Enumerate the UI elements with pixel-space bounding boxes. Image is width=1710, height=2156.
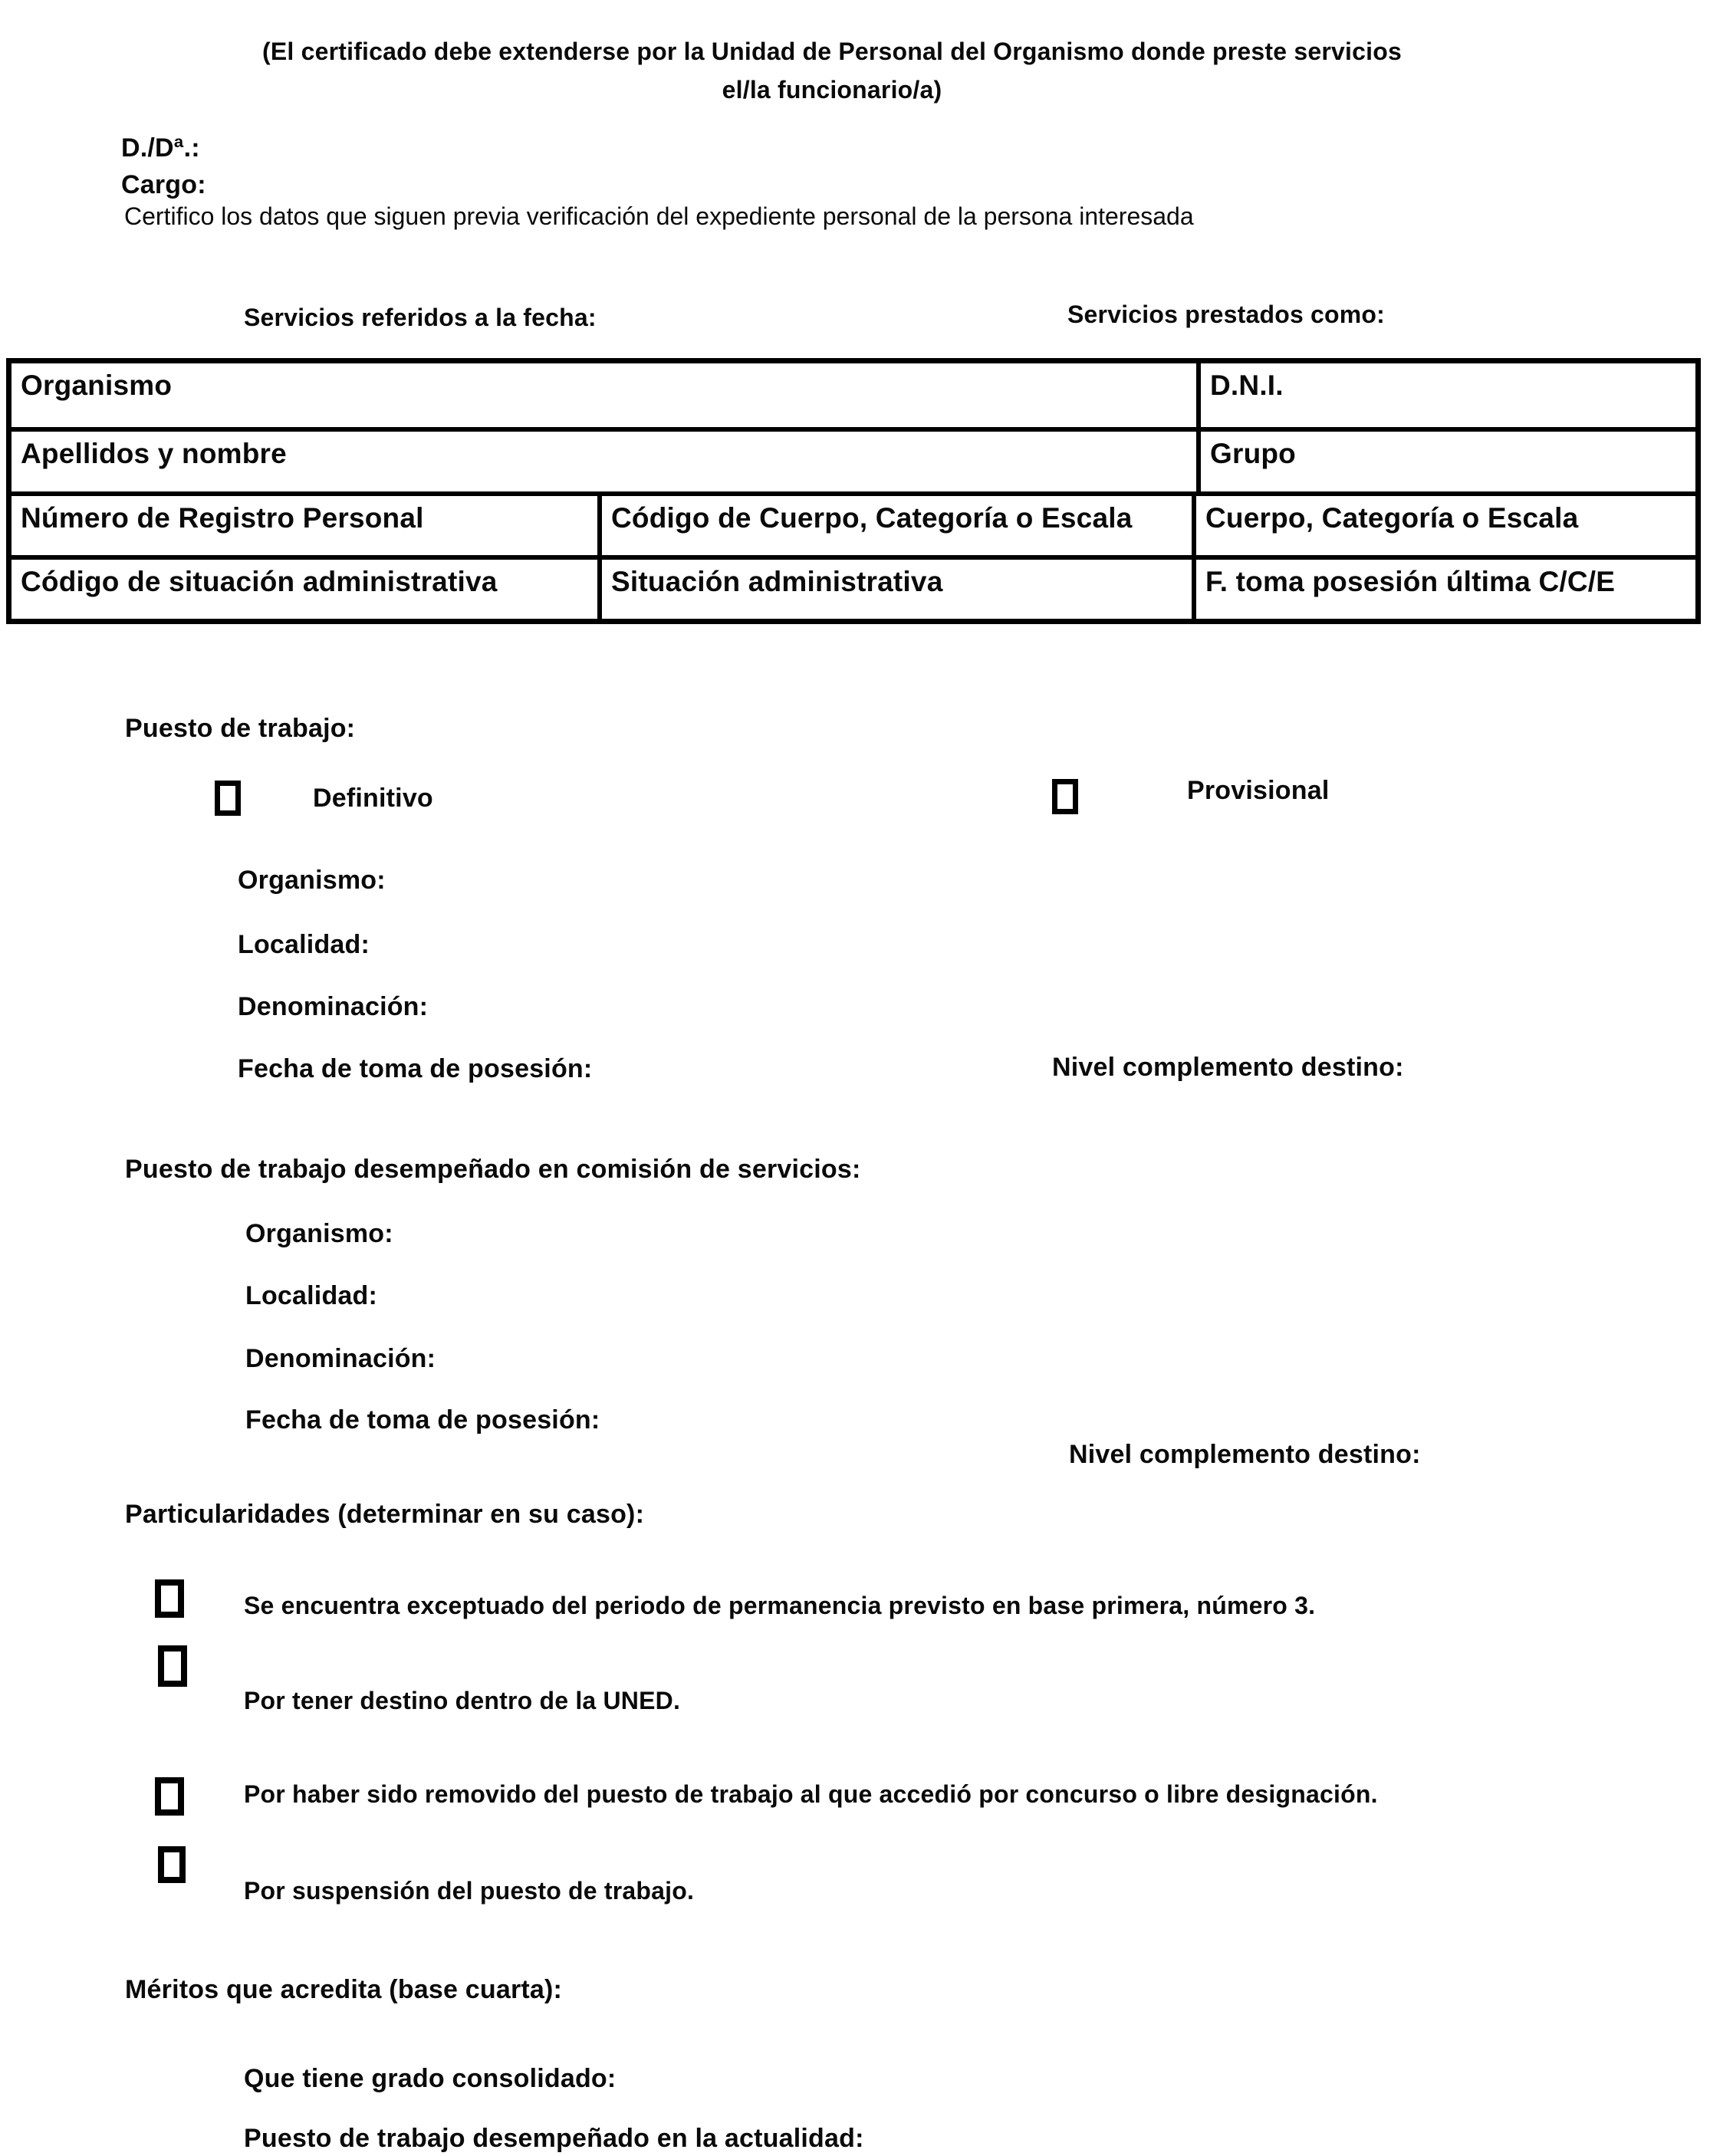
form-header-line1: (El certificado debe extenderse por la Unidad de Personal del Organismo donde preste servicios	[262, 38, 1402, 65]
organismo-cell-label: Organismo	[21, 370, 173, 401]
certify-statement: Certifico los datos que siguen previa verificación del expediente personal de la persona interesada	[124, 202, 1194, 230]
table-row	[12, 427, 1695, 491]
puesto-trabajo-heading: Puesto de trabajo:	[125, 714, 356, 743]
table-row	[12, 363, 1695, 427]
particularidad-item-3: Por haber sido removido del puesto de trabajo al que accedió por concurso o libre designación.	[244, 1780, 1378, 1808]
grado-consolidado-label: Que tiene grado consolidado:	[244, 2064, 617, 2093]
puesto-actualidad-label: Puesto de trabajo desempeñado en la actualidad:	[244, 2124, 864, 2153]
particularidad-checkbox-1[interactable]	[155, 1579, 184, 1618]
comision-organismo-label: Organismo:	[245, 1219, 393, 1248]
dni-cell-label: D.N.I.	[1210, 370, 1284, 401]
definitivo-label: Definitivo	[313, 784, 433, 813]
cuerpo-categoria-cell	[1192, 496, 1695, 555]
particularidad-checkbox-3[interactable]	[155, 1777, 184, 1816]
meritos-heading: Méritos que acredita (base cuarta):	[125, 1975, 563, 2004]
form-header-note	[23, 32, 1641, 109]
comision-heading: Puesto de trabajo desempeñado en comisión de servicios:	[125, 1155, 861, 1184]
comision-nivel-label: Nivel complemento destino:	[1069, 1440, 1421, 1469]
registro-personal-cell	[12, 496, 597, 555]
grupo-cell	[1196, 432, 1695, 491]
provisional-label: Provisional	[1187, 776, 1330, 805]
particularidad-item-2: Por tener destino dentro de la UNED.	[244, 1687, 681, 1714]
particularidades-heading: Particularidades (determinar en su caso):	[125, 1500, 645, 1529]
grupo-cell-label: Grupo	[1210, 438, 1296, 469]
particularidad-item-1: Se encuentra exceptuado del periodo de permanencia previsto en base primera, número 3.	[244, 1592, 1316, 1619]
f-toma-posesion-cell-label: F. toma posesión última C/C/E	[1205, 566, 1616, 597]
servicios-fecha-heading: Servicios referidos a la fecha:	[244, 304, 597, 331]
definitivo-checkbox[interactable]	[215, 781, 241, 816]
cargo-label: Cargo:	[121, 170, 206, 199]
particularidad-checkbox-4[interactable]	[158, 1846, 186, 1883]
form-header-line2: el/la funcionario/a)	[722, 76, 942, 104]
codigo-situacion-cell-label: Código de situación administrativa	[21, 566, 498, 597]
particularidad-checkbox-2[interactable]	[158, 1645, 187, 1687]
codigo-cuerpo-cell-label: Código de Cuerpo, Categoría o Escala	[611, 502, 1133, 534]
comision-localidad-label: Localidad:	[245, 1281, 378, 1310]
dni-cell	[1196, 363, 1695, 427]
organismo-cell	[12, 363, 1196, 427]
apellidos-cell-label: Apellidos y nombre	[21, 438, 287, 469]
puesto-localidad-label: Localidad:	[238, 930, 370, 959]
table-row	[12, 491, 1695, 555]
puesto-nivel-label: Nivel complemento destino:	[1052, 1053, 1404, 1082]
comision-denominacion-label: Denominación:	[245, 1344, 436, 1373]
provisional-checkbox[interactable]	[1052, 779, 1078, 814]
codigo-situacion-cell	[12, 560, 597, 619]
comision-fecha-label: Fecha de toma de posesión:	[245, 1405, 600, 1435]
table-row	[12, 555, 1695, 619]
puesto-denominacion-label: Denominación:	[238, 992, 429, 1021]
puesto-organismo-label: Organismo:	[238, 866, 386, 895]
name-label: D./Dª.:	[121, 133, 200, 163]
f-toma-posesion-cell	[1192, 560, 1695, 619]
codigo-cuerpo-cell	[597, 496, 1192, 555]
registro-personal-cell-label: Número de Registro Personal	[21, 502, 424, 534]
personal-data-table	[6, 358, 1701, 624]
situacion-administrativa-cell	[597, 560, 1192, 619]
servicios-como-heading: Servicios prestados como:	[1067, 301, 1386, 328]
situacion-administrativa-cell-label: Situación administrativa	[611, 566, 943, 597]
apellidos-cell	[12, 432, 1196, 491]
cuerpo-categoria-cell-label: Cuerpo, Categoría o Escala	[1205, 502, 1579, 534]
puesto-fecha-label: Fecha de toma de posesión:	[238, 1054, 593, 1083]
particularidad-item-4: Por suspensión del puesto de trabajo.	[244, 1877, 695, 1905]
